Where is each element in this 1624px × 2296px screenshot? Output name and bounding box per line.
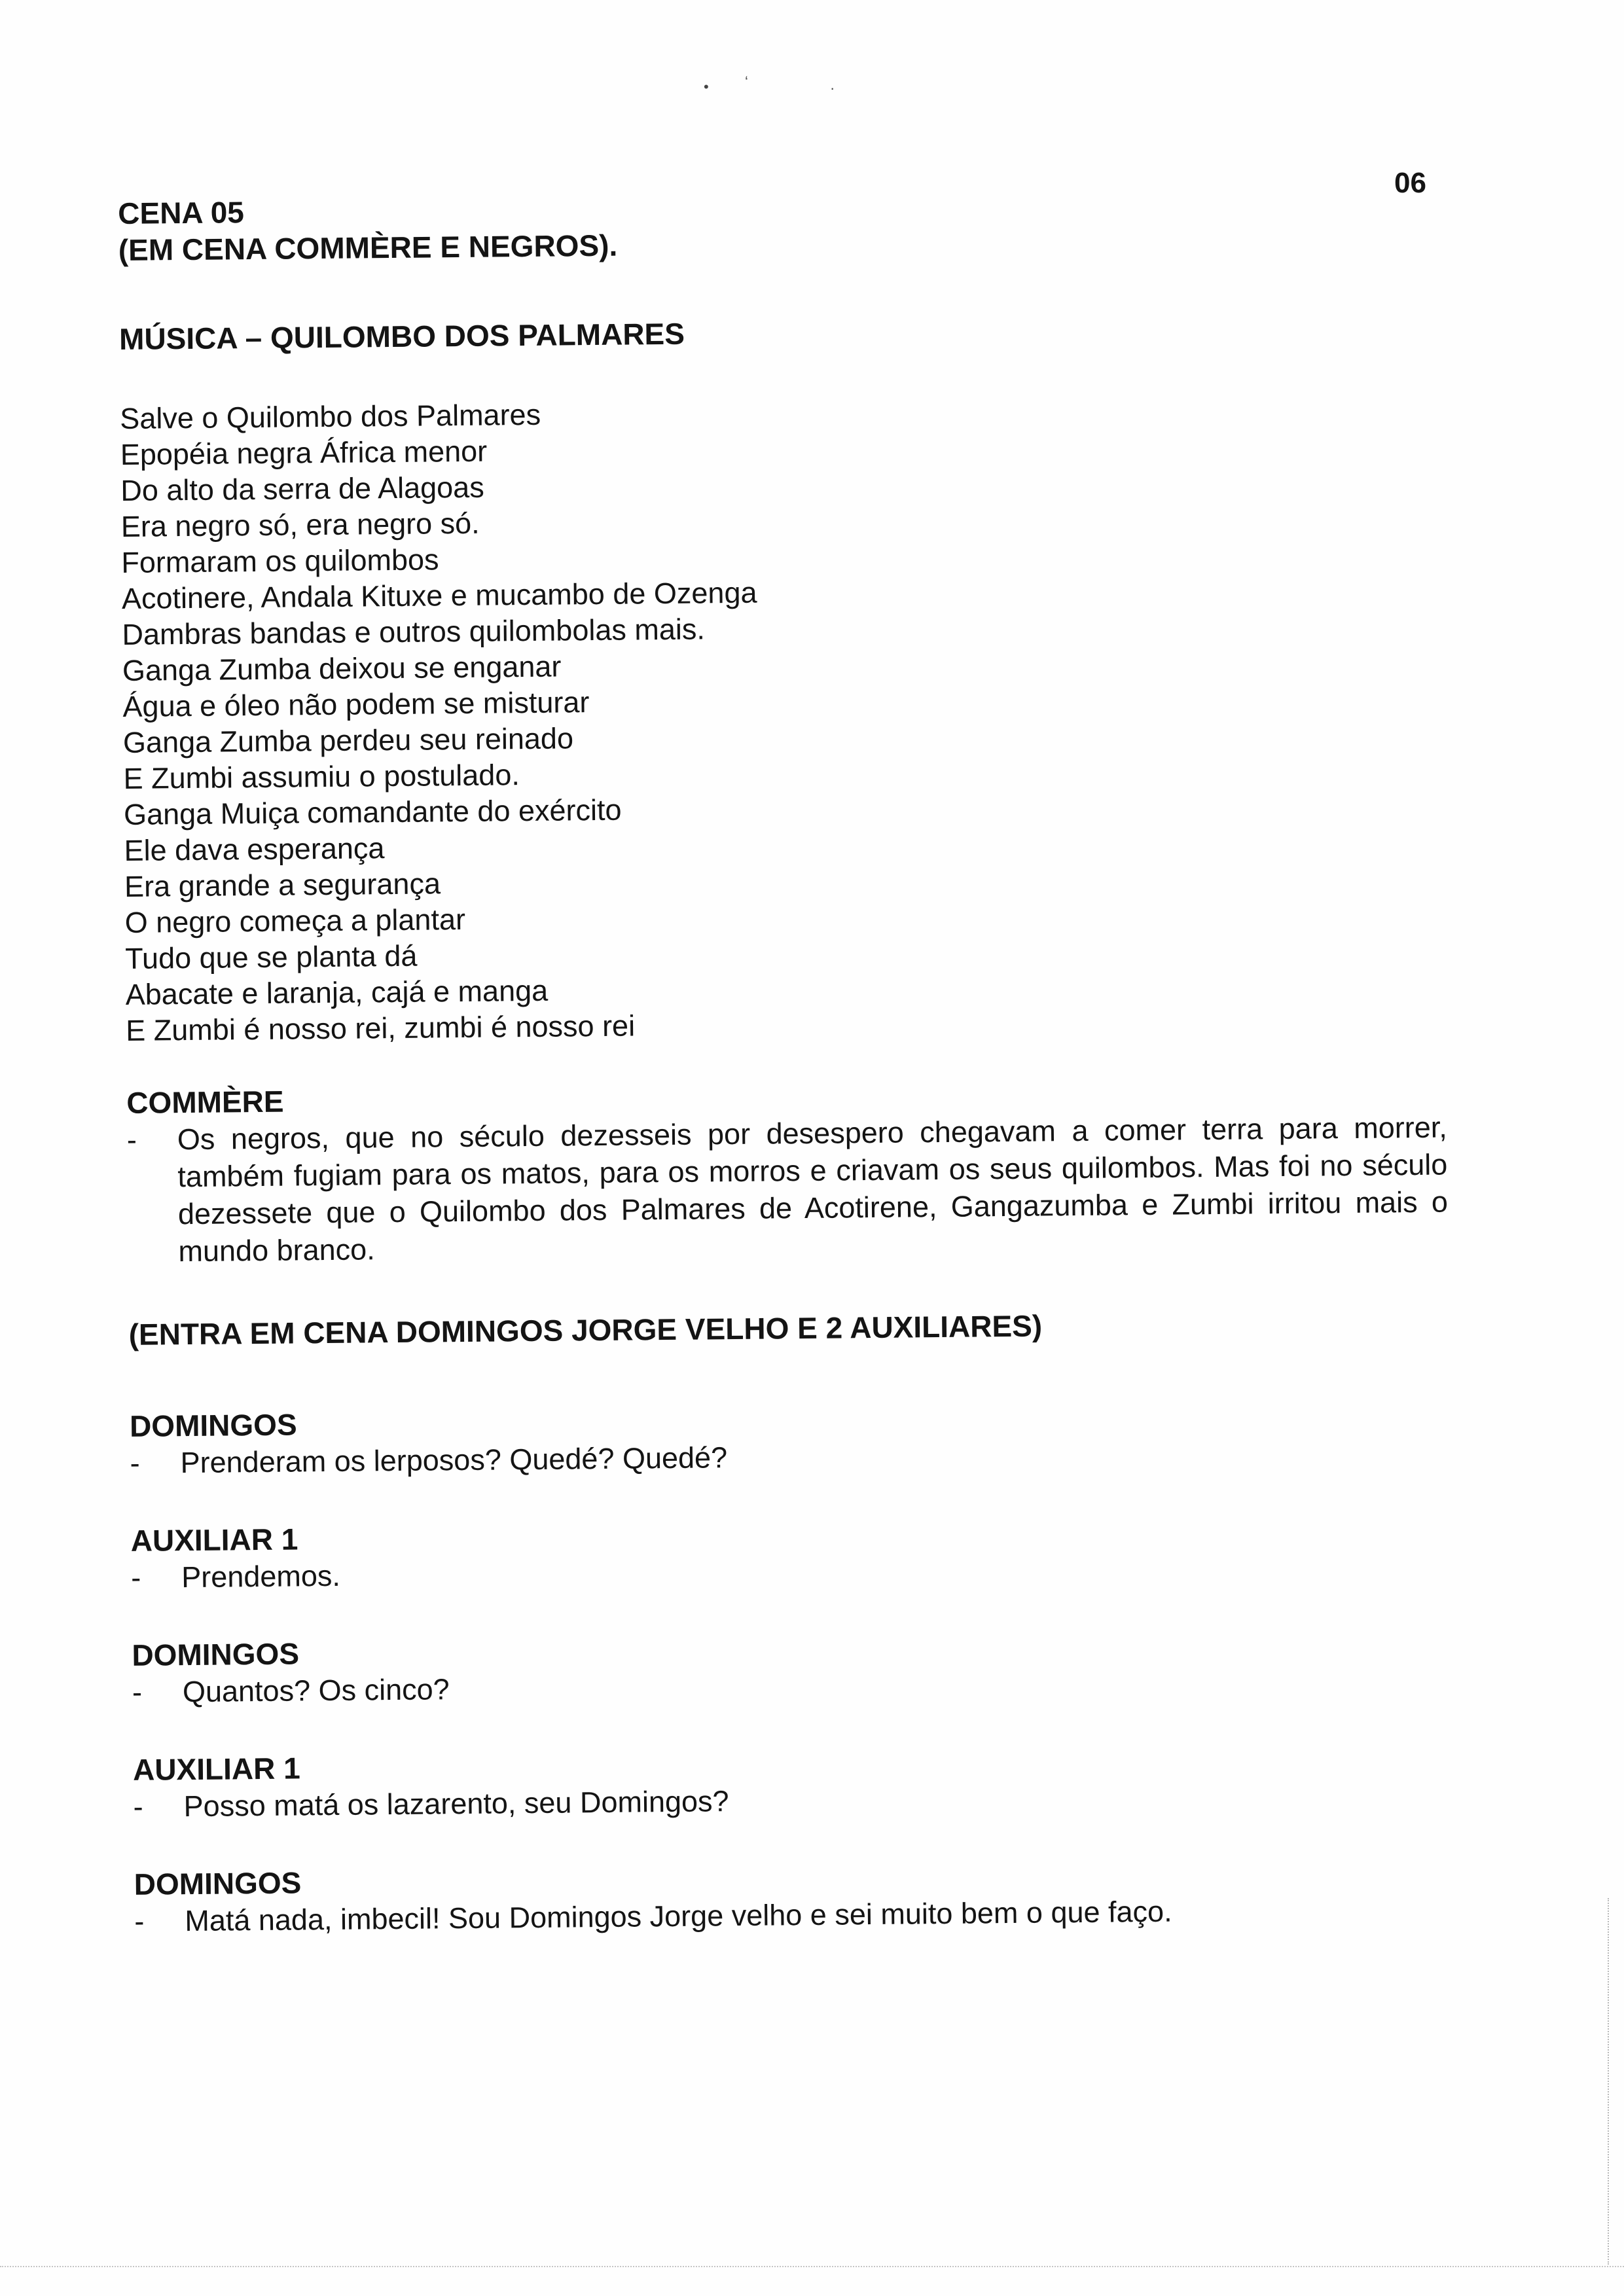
lyric-line: Abacate e laranja, cajá e manga bbox=[125, 973, 549, 1011]
dialogue-dash: - bbox=[132, 1675, 143, 1709]
dialogue-block bbox=[132, 1624, 1494, 1711]
dialogue-block bbox=[133, 1738, 1495, 1825]
lyric-line: Dambras bandas e outros quilombolas mais. bbox=[122, 612, 706, 651]
scan-edge-artifact bbox=[1608, 1898, 1609, 2265]
lyric-line: Salve o Quilombo dos Palmares bbox=[120, 397, 541, 435]
dialogue-dash: - bbox=[134, 1904, 145, 1938]
lyric-line: E Zumbi assumiu o postulado. bbox=[123, 758, 520, 795]
entrance-stage-direction: (ENTRA EM CENA DOMINGOS JORGE VELHO E 2 AUXILIARES) bbox=[128, 1308, 1043, 1352]
dialogue-dash: - bbox=[131, 1560, 141, 1594]
lyric-line: Epopéia negra África menor bbox=[120, 434, 488, 471]
speaker-name: DOMINGOS bbox=[129, 1407, 297, 1443]
speech-text: Prenderam os lerposos? Quedé? Quedé? bbox=[180, 1441, 728, 1480]
scene-title: CENA 05 bbox=[118, 195, 245, 230]
speaker-name: AUXILIAR 1 bbox=[130, 1522, 298, 1558]
commere-speech bbox=[126, 1071, 1490, 1270]
page-number: 06 bbox=[1394, 167, 1426, 199]
lyric-line: Acotinere, Andala Kituxe e mucambo de Ozenga bbox=[121, 575, 757, 615]
lyric-line: Tudo que se planta dá bbox=[124, 939, 418, 975]
speaker-name: COMMÈRE bbox=[126, 1084, 284, 1120]
scan-speck: ‘ bbox=[745, 73, 748, 90]
scan-speck: · bbox=[830, 80, 835, 96]
dialogue-block bbox=[130, 1395, 1492, 1482]
stage-direction: (EM CENA COMMÈRE E NEGROS). bbox=[118, 228, 618, 267]
speaker-name: DOMINGOS bbox=[132, 1636, 300, 1672]
script-content bbox=[118, 182, 1496, 1940]
scan-edge-artifact bbox=[0, 2266, 1624, 2267]
speaker-name: AUXILIAR 1 bbox=[132, 1751, 300, 1787]
lyric-line: Do alto da serra de Alagoas bbox=[120, 470, 484, 507]
lyric-line: Ganga Muiça comandante do exército bbox=[123, 793, 622, 831]
dialogue-dash: - bbox=[126, 1122, 137, 1157]
lyric-line: Ganga Zumba perdeu seu reinado bbox=[122, 721, 574, 759]
lyric-line: O negro começa a plantar bbox=[124, 902, 466, 939]
speaker-name: DOMINGOS bbox=[134, 1865, 302, 1901]
lyric-line: Era grande a segurança bbox=[124, 867, 441, 903]
speech-text: Prendemos. bbox=[181, 1558, 341, 1594]
lyric-line: Água e óleo não podem se misturar bbox=[122, 685, 590, 723]
speech-line bbox=[127, 1109, 1449, 1270]
lyric-line: Era negro só, era negro só. bbox=[120, 506, 480, 543]
speech-text: Os negros, que no século dezesseis por desespero chegavam a comer terra para morrer, também fugiam para os matos, para os morros e criavam os seus quilombos. Mas foi no século dezessete que o Quilombo dos Palmares de Acotirene, Gangazumba e Zumbi irritou mais o mundo branco. bbox=[177, 1110, 1449, 1268]
lyric-line: Ganga Zumba deixou se enganar bbox=[122, 649, 562, 687]
song-lyrics bbox=[120, 387, 1487, 1049]
song-title: MÚSICA – QUILOMBO DOS PALMARES bbox=[118, 316, 685, 356]
lyric-line: Formaram os quilombos bbox=[121, 543, 439, 579]
speech-text: Quantos? Os cinco? bbox=[182, 1672, 450, 1709]
dialogue-dash: - bbox=[130, 1446, 140, 1480]
dialogue-block bbox=[134, 1853, 1496, 1940]
dialogue-dash: - bbox=[133, 1789, 143, 1823]
speech-text: Matá nada, imbecil! Sou Domingos Jorge velho e sei muito bem o que faço. bbox=[185, 1894, 1172, 1938]
scan-speck: • bbox=[704, 79, 709, 95]
speech-text: Posso matá os lazarento, seu Domingos? bbox=[183, 1784, 729, 1823]
lyric-line: E Zumbi é nosso rei, zumbi é nosso rei bbox=[126, 1009, 636, 1047]
dialogue-block bbox=[130, 1509, 1492, 1596]
lyric-line: Ele dava esperança bbox=[124, 831, 385, 867]
